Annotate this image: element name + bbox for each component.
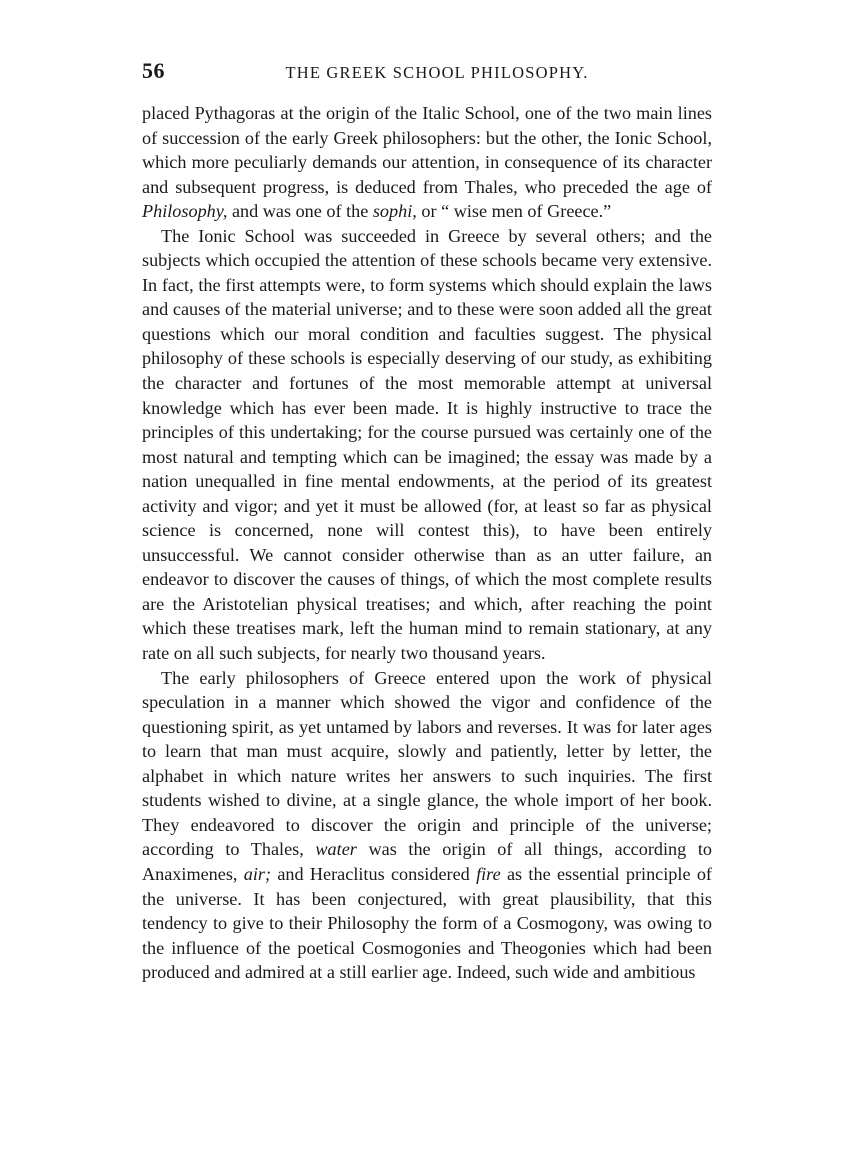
paragraph-1 (142, 101, 712, 224)
page-header (142, 58, 712, 88)
italic-term: sophi, (372, 201, 417, 222)
text-run: placed Pythagoras at the origin of the Italic School, one of the two main lines of succession of the early Greek philosophers: but the other, the Ionic School, which more peculiarly demands our attention, in consequence of its character and subsequent progress, is deduced from Thales, who preceded the age of (142, 103, 712, 197)
running-head: THE GREEK SCHOOL PHILOSOPHY. (285, 63, 589, 82)
text-run: The early philosophers of Greece entered upon the work of physical speculation in a manner which showed the vigor and confidence of the questioning spirit, as yet untamed by labors and reverses. It was for later ages to learn that man must acquire, slowly and patiently, letter by letter, the alphabet in which nature writes her answers to such inquiries. The first students wished to divine, at a single glance, the whole import of her book. They endeavored to discover the origin and principle of the universe; according to Thales, (142, 667, 712, 860)
paragraph-2 (142, 224, 712, 666)
italic-term: Philosophy, (142, 201, 228, 222)
text-run: and was one of the (227, 201, 373, 222)
text-run: and Heraclitus considered (271, 863, 477, 884)
text-run: The Ionic School was succeeded in Greece by several others; and the subjects which occupied the attention of these schools became very extensive. In fact, the first attempts were, to form systems which should explain the laws and causes of the material universe; and to these were soon added all the great questions which our moral condition and faculties suggest. The physical philosophy of these schools is especially deserving of our study, as exhibiting the character and fortunes of the most memorable attempt at universal knowledge which has ever been made. It is highly instructive to trace the principles of this undertaking; for the course pursued was certainly one of the most natural and tempting which can be imagined; the essay was made by a nation unequalled in fine mental endowments, at the period of its greatest activity and vigor; and yet it must be allowed (for, at least so far as physical science is concerned, none will contest this), to have been entirely unsuccessful. We cannot consider otherwise than as an utter failure, an endeavor to discover the causes of things, of which the most complete results are the Aristotelian physical treatises; and which, after reaching the point which these treatises mark, left the human mind to remain stationary, at any rate on all such subjects, for nearly two thousand years. (142, 225, 712, 664)
paragraph-3 (142, 666, 712, 985)
text-run: was the origin of all things, according to Anaximenes, (142, 839, 712, 884)
page-number: 56 (142, 58, 165, 83)
italic-term: water (315, 839, 357, 860)
text-run: or “ wise men of Greece.” (416, 201, 612, 222)
text-run: as the essential principle of the universe. It has been conjectured, with great plausibility, that this tendency to give to their Philosophy the form of a Cosmogony, was owing to the influence of the poetical Cosmogonies and Theogonies which had been produced and admired at a still earlier age. Indeed, such wide and ambitious (142, 863, 712, 983)
italic-term: air; (243, 863, 272, 884)
italic-term: fire (476, 863, 501, 884)
body-text (142, 101, 712, 985)
